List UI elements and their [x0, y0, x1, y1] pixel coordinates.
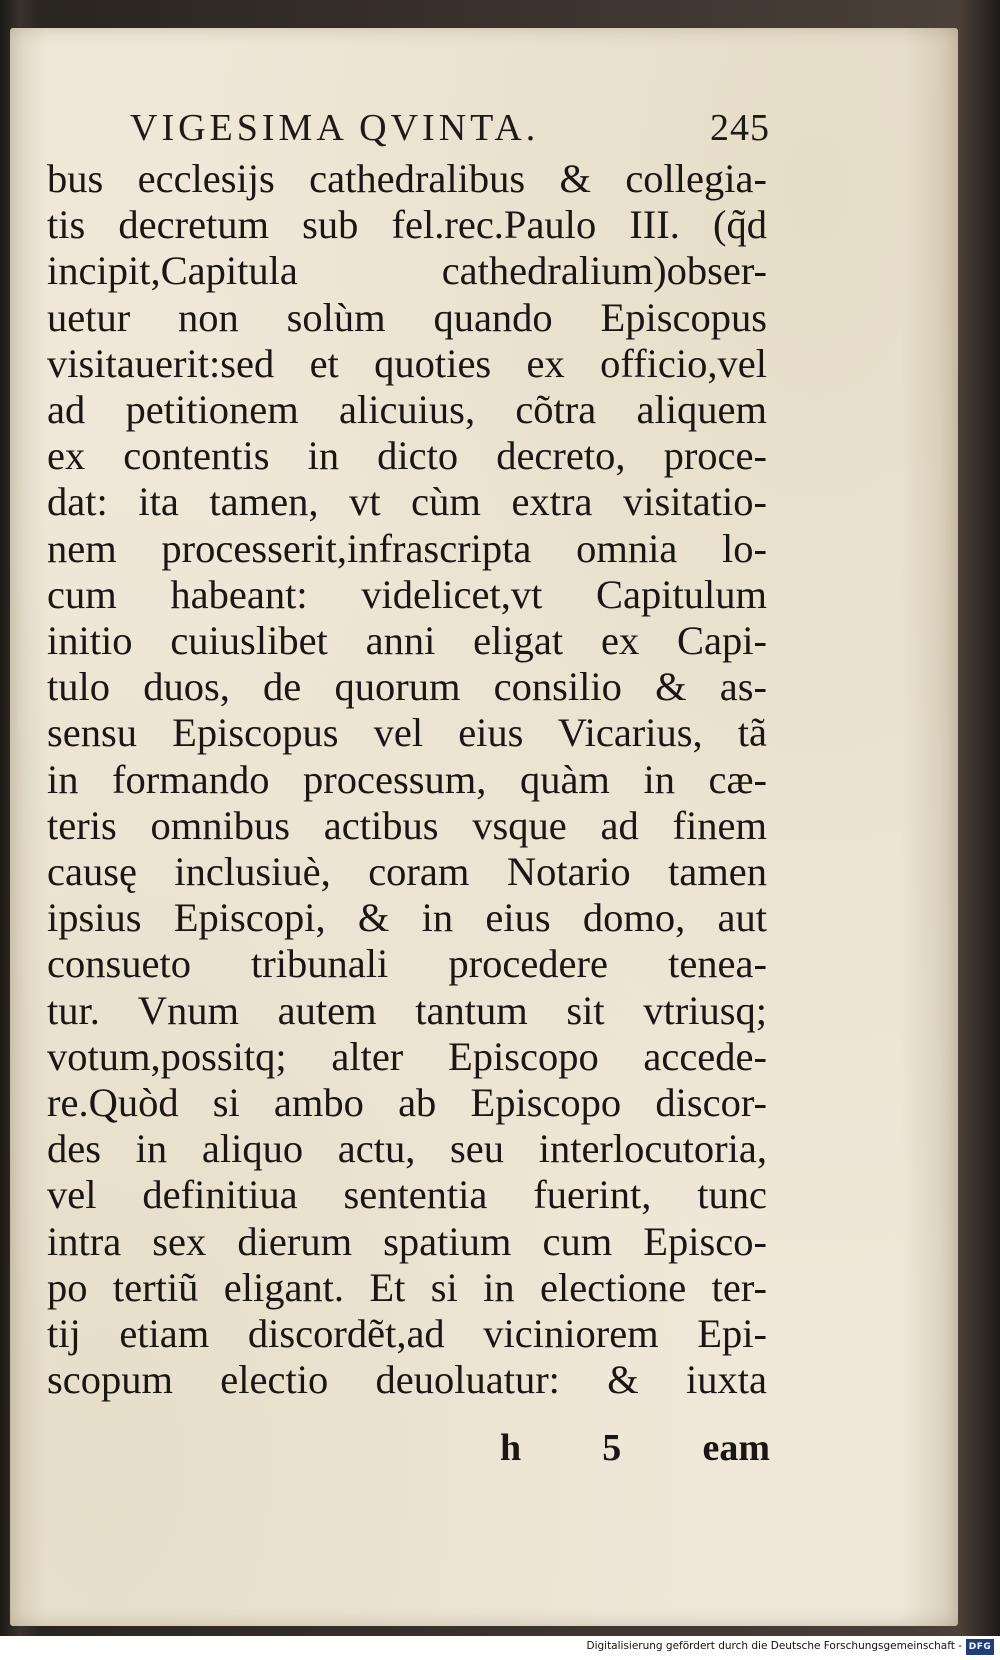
text-line: dat: ita tamen, vt cùm extra visitatio- — [47, 479, 767, 525]
text-line: votum,possitq; alter Episcopo accede- — [47, 1033, 767, 1079]
text-line: tij etiam discordẽt,ad viciniorem Epi- — [47, 1311, 767, 1357]
text-line: des in aliquo actu, seu interlocutoria, — [47, 1126, 767, 1172]
dfg-logo: DFG — [966, 1639, 994, 1655]
text-line: teris omnibus actibus vsque ad finem — [47, 802, 767, 848]
text-line: tulo duos, de quorum consilio & as- — [47, 664, 767, 710]
text-line: nem processerit,infrascripta omnia lo- — [47, 525, 767, 571]
running-head — [130, 106, 770, 150]
text-line: tis decretum sub fel.rec.Paulo III. (q̃d — [47, 202, 767, 248]
catchword: eam — [702, 1427, 770, 1469]
text-line: sensu Episcopus vel eius Vicarius, tã — [47, 710, 767, 756]
text-line: ipsius Episcopi, & in eius domo, aut — [47, 895, 767, 941]
text-line: uetur non solùm quando Episcopus — [47, 294, 767, 340]
text-line: vel definitiua sententia fuerint, tunc — [47, 1172, 767, 1218]
text-line: tur. Vnum autem tantum sit vtriusq; — [47, 987, 767, 1033]
text-line: in formando processum, quàm in cæ- — [47, 756, 767, 802]
signature-number: 5 — [602, 1427, 622, 1469]
text-line: consueto tribunali procedere tenea- — [47, 941, 767, 987]
text-line: bus ecclesijs cathedralibus & collegia- — [47, 156, 767, 201]
body-text — [47, 156, 767, 1403]
text-line: intra sex dierum spatium cum Episco- — [47, 1218, 767, 1264]
book-page — [10, 28, 958, 1626]
running-head-title: VIGESIMA QVINTA. — [130, 107, 540, 149]
footer-strip — [0, 1636, 1000, 1660]
text-line: cum habeant: videlicet,vt Capitulum — [47, 571, 767, 617]
signature-mark: h — [500, 1427, 522, 1469]
text-line: scopum electio deuoluatur: & iuxta — [47, 1357, 767, 1403]
text-line: causę inclusiuè, coram Notario tamen — [47, 849, 767, 895]
text-line: ex contentis in dicto decreto, proce- — [47, 433, 767, 479]
funding-credit: Digitalisierung gefördert durch die Deutsche Forschungsgemeinschaft - — [586, 1640, 962, 1652]
text-line: incipit,Capitula cathedralium)obser- — [47, 248, 767, 294]
text-line: re.Quòd si ambo ab Episcopo discor- — [47, 1080, 767, 1126]
page-number: 245 — [710, 107, 770, 149]
text-line: visitauerit:sed et quoties ex officio,vel — [47, 340, 767, 386]
catchword-line — [500, 1426, 770, 1470]
text-line: initio cuiuslibet anni eligat ex Capi- — [47, 618, 767, 664]
text-line: ad petitionem alicuius, cõtra aliquem — [47, 387, 767, 433]
text-line: po tertiũ eligant. Et si in electione ter- — [47, 1264, 767, 1310]
